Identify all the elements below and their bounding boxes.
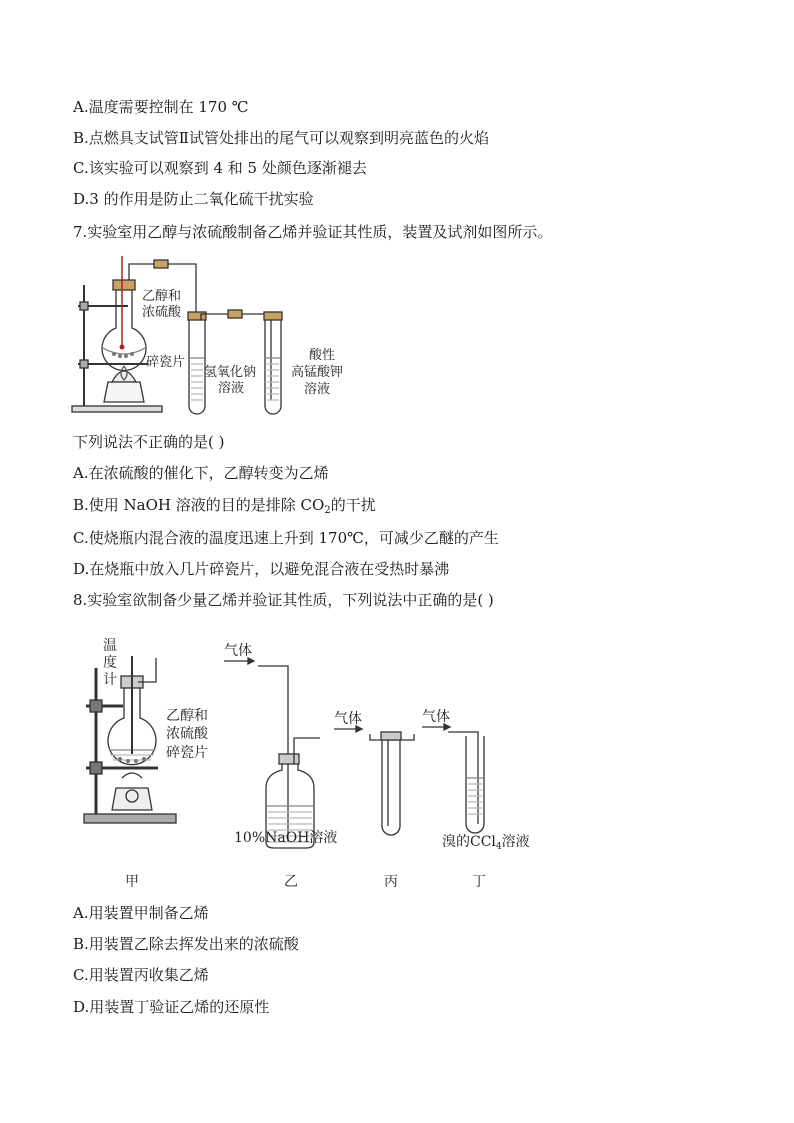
q7-label-kmno4-3: 溶液: [304, 382, 331, 397]
q7-label-kmno4-2: 高锰酸钾: [291, 365, 344, 380]
q8-label-thermo-3: 计: [103, 672, 117, 688]
q8-apparatus-figure: [78, 628, 558, 896]
q8-option-c: C.用装置丙收集乙烯: [73, 966, 209, 984]
q8-stem: 8.实验室欲制备少量乙烯并验证其性质，下列说法中正确的是( ): [73, 591, 494, 609]
q8-option-b: B.用装置乙除去挥发出来的浓硫酸: [73, 935, 299, 953]
q7-option-a: A.在浓硫酸的催化下，乙醇转变为乙烯: [73, 464, 329, 482]
q8-label-thermo-1: 温: [103, 638, 117, 654]
q8-label-bing: 丙: [384, 874, 398, 890]
q7-label-chips: 碎瓷片: [146, 355, 186, 370]
q8-option-a: A.用装置甲制备乙烯: [73, 904, 209, 922]
q7-option-d: D.在烧瓶中放入几片碎瓷片，以避免混合液在受热时暴沸: [73, 560, 450, 578]
q7-label-kmno4-1: 酸性: [309, 348, 336, 363]
q7-apparatus-figure: [68, 250, 368, 422]
q8-label-gas-1: 气体: [224, 643, 252, 659]
q6-option-d: D.3 的作用是防止二氧化硫干扰实验: [73, 190, 314, 208]
q7-label-flask-2: 浓硫酸: [142, 305, 182, 320]
q8-label-bromine: 溴的CCl$_4$溶液: [442, 834, 530, 852]
q6-option-b: B.点燃具支试管Ⅱ试管处排出的尾气可以观察到明亮蓝色的火焰: [73, 129, 489, 147]
q8-label-thermo-2: 度: [103, 655, 117, 671]
q7-label-flask-1: 乙醇和: [142, 289, 182, 304]
q8-option-d: D.用装置丁验证乙烯的还原性: [73, 998, 270, 1016]
q7-question: 下列说法不正确的是( ): [73, 433, 225, 451]
q8-label-ding: 丁: [472, 874, 486, 890]
q8-label-yi: 乙: [284, 874, 298, 890]
q8-label-chips: 碎瓷片: [166, 745, 208, 761]
q8-label-jia: 甲: [125, 874, 139, 890]
q8-label-naoh: 10%NaOH溶液: [234, 830, 338, 846]
q8-label-gas-3: 气体: [422, 709, 450, 725]
q8-label-gas-2: 气体: [334, 711, 362, 727]
q6-option-c: C.该实验可以观察到 4 和 5 处颜色逐渐褪去: [73, 159, 367, 177]
q8-label-flask-1: 乙醇和: [166, 708, 208, 724]
q7-option-c: C.使烧瓶内混合液的温度迅速上升到 170℃，可减少乙醚的产生: [73, 529, 499, 547]
q8-label-flask-2: 浓硫酸: [166, 726, 208, 742]
q6-option-a: A.温度需要控制在 170 ℃: [73, 98, 249, 116]
q7-label-naoh-2: 溶液: [218, 381, 245, 396]
q7-label-naoh-1: 氢氧化钠: [204, 365, 257, 380]
q7-stem: 7.实验室用乙醇与浓硫酸制备乙烯并验证其性质，装置及试剂如图所示。: [73, 223, 553, 241]
q7-option-b: B.使用 NaOH 溶液的目的是排除 $CO_2$的干扰: [73, 496, 376, 516]
